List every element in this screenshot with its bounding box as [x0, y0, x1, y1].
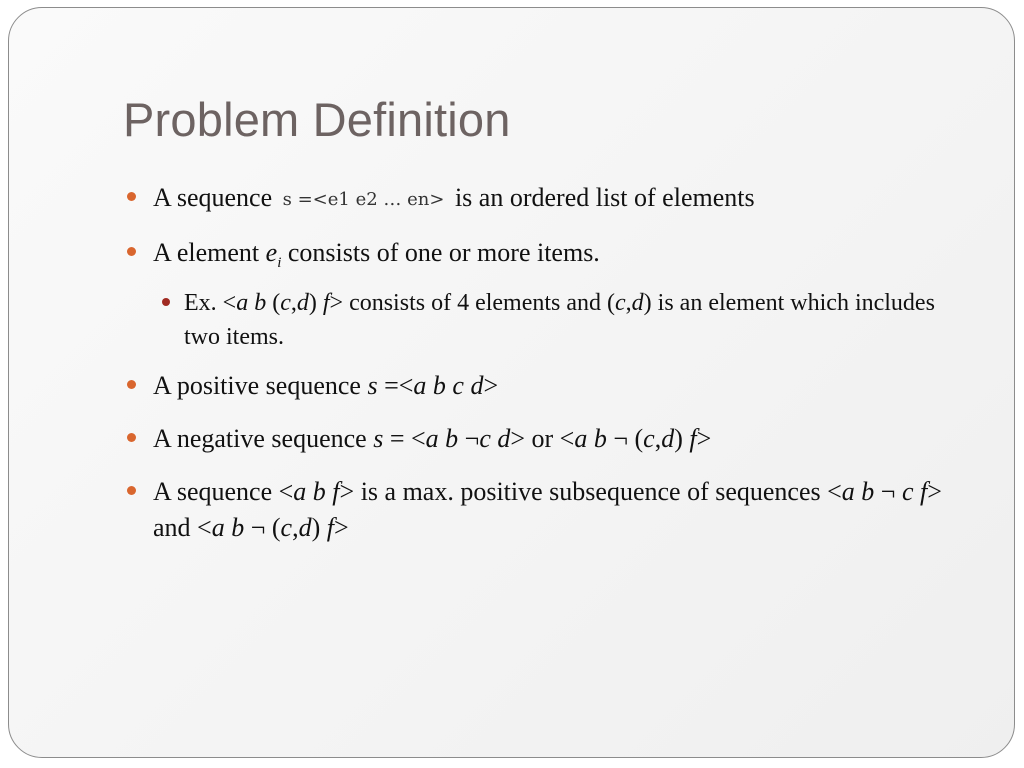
- bullet-element-definition: A element $e_i$ consists of one or more items.: [125, 235, 965, 281]
- sub-bullet-example: Ex. <a b (c,d) f> consists of 4 elements and (c,d) is an element which includes two items.: [125, 286, 965, 354]
- slide-body: [125, 180, 965, 563]
- sub-bullet-dot-icon: [162, 298, 170, 306]
- bullet-positive-sequence: A positive sequence s =<a b c d>: [125, 368, 965, 404]
- bullet-sequence-definition: A sequence s =<e1 e2 … en> is an ordered list of elements: [125, 180, 965, 218]
- slide: [8, 7, 1015, 758]
- bullet-dot-icon: [127, 433, 136, 442]
- bullet-dot-icon: [127, 486, 136, 495]
- bullet-max-positive-subsequence: A sequence <a b f> is a max. positive subsequence of sequences <a b ¬ c f> and <a b ¬ (c,d) f>: [125, 474, 965, 546]
- slide-title: Problem Definition: [123, 93, 511, 146]
- bullet-dot-icon: [127, 380, 136, 389]
- bullet-negative-sequence: A negative sequence s = <a b ¬c d> or <a b ¬ (c,d) f>: [125, 421, 965, 457]
- bullet-dot-icon: [127, 192, 136, 201]
- bullet-dot-icon: [127, 247, 136, 256]
- sequence-formula: s =<e1 e2 … en>: [282, 189, 445, 210]
